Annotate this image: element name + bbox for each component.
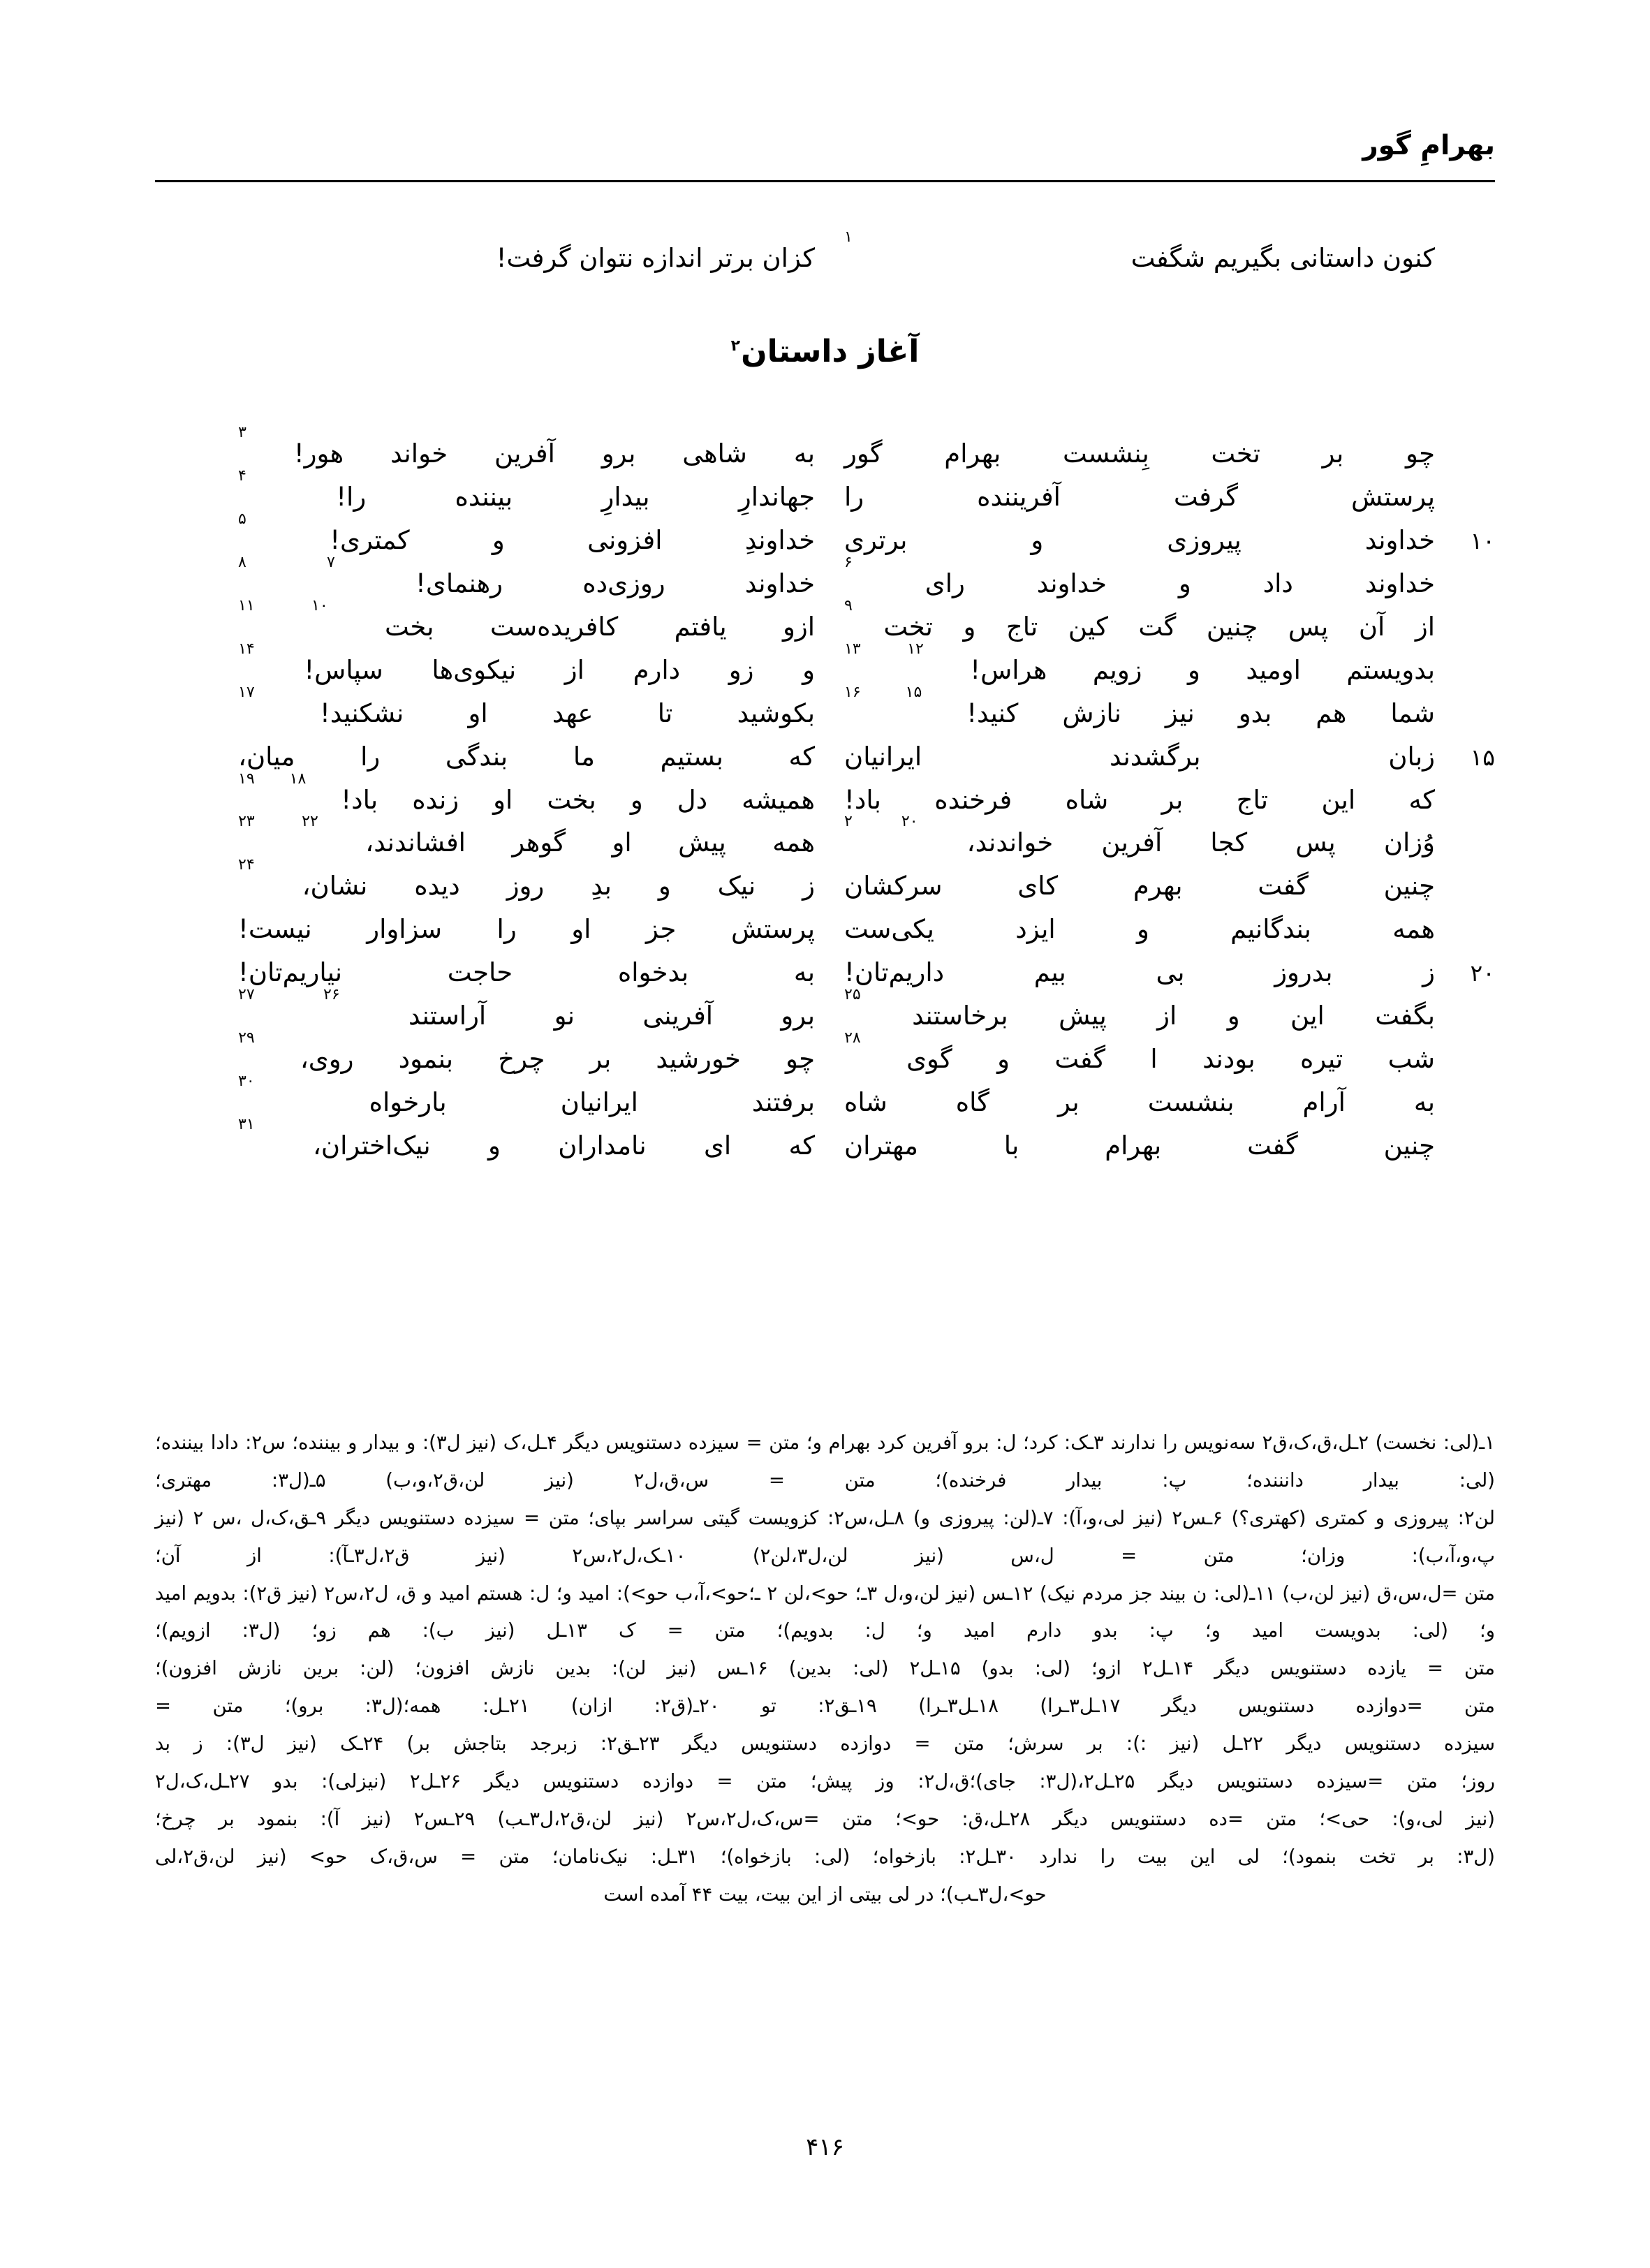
footnote-marker: ۲۲ [302,813,318,831]
verse-word: آفرینی [642,1001,714,1031]
footnote-marker: ۲۸ [844,1029,861,1047]
footnote-marker: ۱۹ [238,770,255,788]
verse-word: هور! [293,439,344,469]
verse-word: پرستش [1350,481,1435,512]
verse-word: گوهر [512,827,566,858]
hemistich-left [238,683,815,735]
verse-word: شاه [1065,784,1109,815]
hemistich-left [238,1029,815,1080]
verse-word: برتری [844,524,908,555]
verse-word: گاه [955,1087,989,1118]
verse-word: دل [677,784,708,815]
footnote-marker: ۳ [238,424,246,441]
verse-word: تاج [1006,611,1038,642]
verse-word: بیدارِ [601,481,650,512]
hemistich-left [238,986,815,1037]
footnote-marker: ۱ [844,228,853,246]
verse-word: خداوند [1036,568,1107,598]
verse-word: کین [1068,611,1108,642]
verse-line [155,813,1495,864]
verse-line [155,424,1495,475]
hemistich-left [238,466,815,518]
verse-word: بدویستم [1346,654,1435,685]
verse-word: او [612,827,632,858]
verse-word: شاه [844,1087,887,1118]
hemistich-right [815,1125,1435,1167]
verse-word: تا [657,698,673,728]
verse-word: برو [781,1001,815,1031]
footnote-marker: ۲۳ [238,813,255,831]
verse-word: آرام [1302,1087,1346,1118]
footnote-marker: ۷ [327,553,335,571]
verse-word: زبان [1388,741,1435,772]
verse-word: و [1136,914,1149,945]
verse-word: فرخنده [934,784,1012,815]
hemistich-right [815,986,1435,1037]
hemistich-right [815,1082,1435,1124]
verse-word: را [360,741,381,772]
verse-word: همیشه [742,784,815,815]
verse-word: چنین [1383,1131,1435,1161]
verse-word: کای [1017,871,1059,901]
verse-word: ز [1422,957,1435,988]
verse-word: تخت [1211,439,1260,469]
verse-line-number [1435,890,1495,894]
verse-line [155,952,1495,994]
verse-word: پس [1295,827,1336,858]
hemistich-right [815,865,1435,907]
verse-word: که [1408,784,1435,815]
verse-block [155,424,1495,1168]
verse-word: تیره [1300,1044,1343,1075]
section-title-text: آغاز داستان [741,334,920,369]
footnote-marker: ۳۱ [238,1116,255,1133]
page-number: ۴۱۶ [806,2133,844,2161]
footnote-marker: ۹ [844,596,853,614]
verse-word: که [788,741,815,772]
verse-word: گور [844,439,883,469]
verse-word: نشان، [302,871,368,901]
verse-line-number [1435,1020,1495,1024]
hemistich-right [815,952,1435,994]
hemistich-left [238,813,815,864]
footnote-line: متن =ل،س،ق (نیز لن،ب) ۱۱ـ(لی: ن بیند جز مردم نیک) ۱۲ـس (نیز لن،و،ل ۳ـ؛ حو>،لن ۲ ـ؛حو>،آ،ب حو>): امید و؛ ل: هستم امید و ق، ل۲،س۲ (نیز ق۲): بدویم امید و؛ (لی: بدویست امید و؛ پ: بدو دارم امید و؛ ل: بدویم)؛ متن = ک ۱۳ـل (نیز ب): هم زو؛ (ل۳: ازویم)؛ [155,1582,1495,1642]
verse-word: گفت [1054,1044,1106,1075]
verse-word: کمتری! [330,524,410,555]
footnotes-block [155,1424,1495,1914]
verse-word: روزی‌ده [582,568,665,598]
verse-word: نازش [1062,698,1121,728]
footnote-line: متن = یازده دستنویس دیگر ۱۴ـل۲ ازو؛ (لی: بدو) ۱۵ـل۲ (لی: بدین) ۱۶ـس (نیز لن): بدین نازش افزون؛ (لن: برین نازش افزون)؛ [155,1657,1495,1680]
hemistich-left [238,424,815,475]
verse-word: آفریننده [977,481,1061,512]
verse-word: بنمود [398,1044,454,1075]
verse-word: به [1413,1087,1435,1118]
verse-word: از [1415,611,1435,642]
verse-word: او [468,698,488,728]
verse-word: ای [703,1131,732,1161]
verse-word: داریم‌تان! [844,957,945,988]
verse-word: نیک [717,871,756,901]
verse-word: برگشدند [1110,741,1201,772]
verse-word: و [1178,568,1191,598]
verse-word: او [571,914,591,945]
verse-word: تخت [883,611,933,642]
verse-word: گفت [1258,871,1309,901]
verse-line [155,736,1495,778]
footnote-line: (نیز لی،و): حی>؛ متن =ده دستنویس دیگر ۲۸ـل،ق: حو>؛ متن =س،ک،ل۲،س۲ (نیز لن،ق۲،ل۳ـب) ۲۹ـس۲ (نیز آ): بنمود بر چرخ؛ [155,1807,1496,1830]
verse-word: آفرین [1101,827,1163,858]
verse-word: بنشست [1147,1087,1235,1118]
verse-word: نیاریم‌تان! [238,957,343,988]
verse-word: ا [1150,1044,1158,1075]
verse-word: زو [728,654,754,685]
hemistich-right [815,908,1435,950]
verse-word: جهاندارِ [738,481,815,512]
footnote-marker: ۱۱ [238,596,255,614]
header-rule [155,180,1495,182]
verse-word: ما [573,741,595,772]
verse-line-number [1435,934,1495,938]
verse-word: بهرام [1105,1131,1162,1161]
verse-word: کافریده‌ست [489,611,619,642]
verse-word: نیک‌اختران، [312,1131,431,1161]
verse-word: مهتران [844,1131,918,1161]
verse-word: آراستند [408,1001,487,1031]
verse-word: رهنمای! [415,568,503,598]
footnote-marker: ۲۵ [844,986,861,1004]
verse-word: بیننده [455,481,513,512]
verse-word: برخاستند [912,1001,1008,1031]
hemistich-right [815,228,1435,279]
hemistich-left [238,736,815,778]
verse-word: یافتم [674,611,727,642]
verse-word: بر [1322,439,1344,469]
verse-word: بی [1156,957,1185,988]
verse-word: بستیم [660,741,723,772]
verse-line-number [1435,718,1495,722]
footnote-marker: ۴ [238,466,246,485]
hemistich-right [815,476,1435,518]
verse-line [155,986,1495,1037]
verse-word: گفت [1247,1131,1298,1161]
verse-word: آن [1358,611,1385,642]
hemistich-left [238,856,815,907]
verse-word: دیده [414,871,460,901]
verse-word: باد! [341,784,378,815]
verse-word: بارخواه [369,1087,447,1118]
verse-word: هراس! [970,654,1047,685]
verse-word: به [793,957,815,988]
verse-word: و [963,611,976,642]
section-title [0,334,1650,369]
verse-word: افزونی [587,524,663,555]
verse-word: بِنشست [1062,439,1149,469]
verse-word: بدِ [591,871,612,901]
verse-word: خواندند، [966,827,1054,858]
verse-line [155,1116,1495,1167]
verse-word: گوی [906,1044,952,1075]
verse-line [155,1073,1495,1124]
verse-word: که [788,1131,815,1161]
verse-line-number [1435,631,1495,635]
verse-word: بندگانیم [1230,914,1311,945]
verse-word: بدروز [1274,957,1333,988]
footnote-marker: ۱۸ [289,770,307,788]
footnote-marker: ۲۷ [238,986,255,1004]
verse-word: بدخواه [617,957,689,988]
verse-word: بندگی [445,741,508,772]
verse-word: و [630,784,643,815]
verse-word: چرخ [498,1044,545,1075]
verse-word: ز [802,871,815,901]
verse-word: ایرانیان [844,741,922,772]
verse-line [155,1029,1495,1080]
verse-line-number: ۱۵ [1470,743,1495,771]
verse-word: جز [646,914,677,945]
footnote-marker: ۱۲ [907,640,924,658]
verse-word: تاج [1236,784,1269,815]
verse-word: بودند [1202,1044,1255,1075]
verse-word: بهرم [1133,871,1183,901]
verse-line-number [1435,804,1495,809]
hemistich-left [238,510,815,561]
footnote-marker: ۱۳ [844,640,861,658]
hemistich-left [238,770,815,821]
verse-word: شما [1390,698,1435,728]
verse-word: بهرام [944,439,1001,469]
verse-line-number [1435,1107,1495,1111]
verse-word: روز [506,871,545,901]
hemistich-left [238,908,815,950]
verse-word: چنین [1206,611,1258,642]
verse-word: این [1321,784,1356,815]
verse-word: و [492,524,505,555]
verse-word: نامداران [558,1131,647,1161]
hemistich-right [815,520,1435,561]
footnote-marker: ۱۴ [238,640,255,658]
verse-word: گت [1138,611,1177,642]
verse-line-number [1435,1150,1495,1154]
verse-word: عهد [552,698,594,728]
verse-word: هم [1316,698,1347,728]
verse-line-number: ۱۰ [1470,526,1495,554]
footnote-line: ۱ـ(لی: نخست) ۲ـل،ق،ک،ق۲ سه‌نویس را ندارند ۳ـک: کرد؛ ل: برو آفرین کرد بهرام و؛ متن = سیزده دستنویس دیگر ۴ـل،ک (نیز ل۳): و بیدار و بیننده؛ س۲: دادا بیننده؛ (لی: بیدار دانننده؛ پ: بیدار فرخنده)؛ متن = س،ق،ل۲ (نیز لن،ق۲،و،ب) ۵ـ(ل۳: مهتری؛ [155,1431,1496,1492]
verse-word: سزاوار [367,914,442,945]
verse-word: همه [1392,914,1435,945]
verse-word: و [1227,1001,1240,1031]
hemistich-right [815,736,1435,778]
verse-line [155,510,1495,561]
verse-word: به [793,439,815,469]
verse-word: رای [925,568,965,598]
verse-line [155,596,1495,648]
verse-line-number [1435,458,1495,462]
verse-line [155,683,1495,735]
verse-word: ازو [782,611,815,642]
page-header [155,130,1495,190]
hemistich-right [815,433,1435,475]
verse-word: این [1290,1001,1325,1031]
hemistich-right [815,1029,1435,1080]
verse-line-number: ۲۰ [1470,959,1495,987]
footnote-marker: ۵ [238,510,246,528]
footnote-marker: ۲ [730,337,741,355]
verse-word: بخت [384,611,434,642]
verse-word: بخت [547,784,596,815]
verse-word: خداوندِ [744,524,815,555]
verse-word: خورشید [656,1044,741,1075]
verse-word: ایزد [1015,914,1056,945]
footnote-marker: ۶ [844,553,853,571]
opening-couplet [155,228,1495,279]
footnote-marker: ۳۰ [238,1073,255,1091]
verse-word: پیروزی [1167,524,1242,555]
footnote-marker: ۲۰ [901,813,918,831]
verse-word: ایرانیان [560,1087,638,1118]
verse-word: سپاس! [304,654,383,685]
verse-word: را [844,481,864,512]
verse-word: پیش [1059,1001,1107,1031]
verse-word: بر [589,1044,612,1075]
verse-line [155,856,1495,907]
verse-word: و [802,654,815,685]
footnote-marker: ۸ [238,553,246,571]
verse-word: بر [1057,1087,1080,1118]
hemistich-left [238,640,815,691]
verse-line [155,908,1495,950]
hemistich-right [815,813,1435,864]
verse-word: شب [1387,1044,1435,1075]
verse-word: خداوند [1364,524,1435,555]
verse-word: بکوشید [737,698,815,728]
verse-word: و [1188,654,1200,685]
verse-word: را [496,914,517,945]
verse-word: بگفت [1375,1001,1435,1031]
running-head: بهرامِ گور [1362,130,1495,161]
verse-word: و [1031,524,1044,555]
footnote-marker: ۱۶ [844,683,861,701]
hemistich-right [815,683,1435,735]
verse-word: او [493,784,513,815]
verse-word: و [488,1131,501,1161]
verse-word: آفرین [494,439,555,469]
verse-word: حاجت [447,957,513,988]
footnote-marker: ۱۵ [905,683,922,701]
verse-word: نیکوی‌ها [432,654,517,685]
verse-word: خداوند [744,568,815,598]
verse-line [155,770,1495,821]
verse-word: داد [1262,568,1293,598]
verse-word: با [1003,1131,1019,1161]
verse-word: دارم [633,654,681,685]
verse-word: نشکنید! [319,698,404,728]
footnote-line: حو>،ل۳ـب)؛ در لی بیتی از این بیت، بیت ۴۴ آمده است [603,1883,1047,1906]
footnote-marker: ۱۰ [311,596,328,614]
verse-word: و [658,871,671,901]
verse-word: از [564,654,584,685]
footnote-line: (ل۳: بر تخت بنمود)؛ لی این بیت را ندارد ۳۰ـل۲: بازخواه؛ (لی: بازخواه)؛ ۳۱ـل: نیک‌نامان؛ متن = س،ق،ک حو> (نیز لن،ق۲،لی [155,1845,1495,1868]
verse-word: بدو [1238,698,1272,728]
verse-word: نو [554,1001,575,1031]
verse-word: زنده [412,784,459,815]
verse-word: یکی‌ست [844,914,934,945]
footnote-marker: ۱۷ [238,683,255,701]
verse-line [155,640,1495,691]
verse-word: شاهی [682,439,747,469]
hemistich-left [238,596,815,648]
verse-word: نیز [1165,698,1195,728]
verse-word: برفتند [751,1087,815,1118]
verse-word: همه [772,827,815,858]
verse-word: از [1157,1001,1177,1031]
footnote-marker: ۲۶ [323,986,340,1004]
verse-line [155,466,1495,518]
verse-line [155,553,1495,605]
footnote-line: روز؛ متن =سیزده دستنویس دیگر ۲۵ـل۲،(ل۳: جای)؛ق،ل۲: وز پیش؛ متن = دوازده دستنویس دیگر ۲۶ـل۲ (نیزلی): بدو ۲۷ـل،ک،ل۲ [155,1770,1495,1793]
verse-line-number [1435,675,1495,679]
verse-word: گرفت [1173,481,1238,512]
verse-word: افشاندند، [365,827,466,858]
verse-word: بر [1161,784,1184,815]
verse-word: برو [601,439,636,469]
footnote-marker: ۲۴ [238,856,255,874]
verse-word: چو [786,1044,815,1075]
verse-word: و [997,1044,1010,1075]
verse-word: پیش [678,827,726,858]
verse-line-number [1435,847,1495,851]
verse-word: چو [1406,439,1435,469]
verse-line-number [1435,588,1495,592]
verse-word: نیست! [238,914,312,945]
verse-word: چنین [1383,871,1435,901]
verse-word: سرکشان [844,871,943,901]
footnote-marker: ۲۹ [238,1029,255,1047]
verse-word: روی، [300,1044,354,1075]
verse-line-number [1435,501,1495,506]
footnote-line: سیزده دستنویس دیگر ۲۲ـل (نیز :): بر سرش؛ متن = دوازده دستنویس دیگر ۲۳ـق۲: زبرجد بتاجش بر) ۲۴ـک (نیز ل۳): ز بد [155,1732,1496,1755]
hemistich-left [238,1116,815,1167]
line-number [1435,237,1495,279]
footnote-line: متن =دوازده دستنویس دیگر ۱۷ـل۳ـرا) ۱۸ـل۳ـرا) ۱۹ـق۲: تو ۲۰ـ(ق۲: ازان) ۲۱ـل: همه؛(ل۳: برو)؛ متن = [155,1695,1496,1718]
verse-word: پرستش [730,914,815,945]
verse-word: کجا [1210,827,1248,858]
hemistich-text: کنون داستانی بگیریم شگفت [1130,243,1435,273]
hemistich-left [238,237,815,279]
hemistich-left [238,1073,815,1124]
hemistich-right [815,553,1435,605]
verse-word: میان، [238,741,295,772]
verse-word: وُزان [1383,827,1435,858]
verse-word: خواند [390,439,448,469]
verse-word: پس [1288,611,1329,642]
footnote-marker: ۲ [844,813,853,831]
verse-word: زویم [1092,654,1142,685]
verse-word: اومید [1246,654,1301,685]
hemistich-text: کزان برتر اندازه نتوان گرفت! [496,243,815,273]
verse-word: باد! [844,784,881,815]
footnote-line: لن۲: پیروزی و کمتری (کهتری؟) ۶ـس۲ (نیز لی،و،آ): ۷ـ(لن: پیروزی و) ۸ـل،س۲: کزویست گیتی سراسر بپای؛ متن = سیزده دستنویس دیگر ۹ـق،ک،ل ،س ۲ (نیز پ،و،آ،ب): وزان؛ متن = ل،س (نیز لن،ل۳،لن۲) ۱۰ـک،ل۲،س۲ (نیز ق۲،ل۳ـآ): از آن؛ [155,1506,1495,1567]
verse-word: خداوند [1364,568,1435,598]
verse-word: بیم [1033,957,1066,988]
verse-word: را! [336,481,367,512]
verse-word: کنید! [966,698,1019,728]
verse-line-number [1435,1063,1495,1068]
